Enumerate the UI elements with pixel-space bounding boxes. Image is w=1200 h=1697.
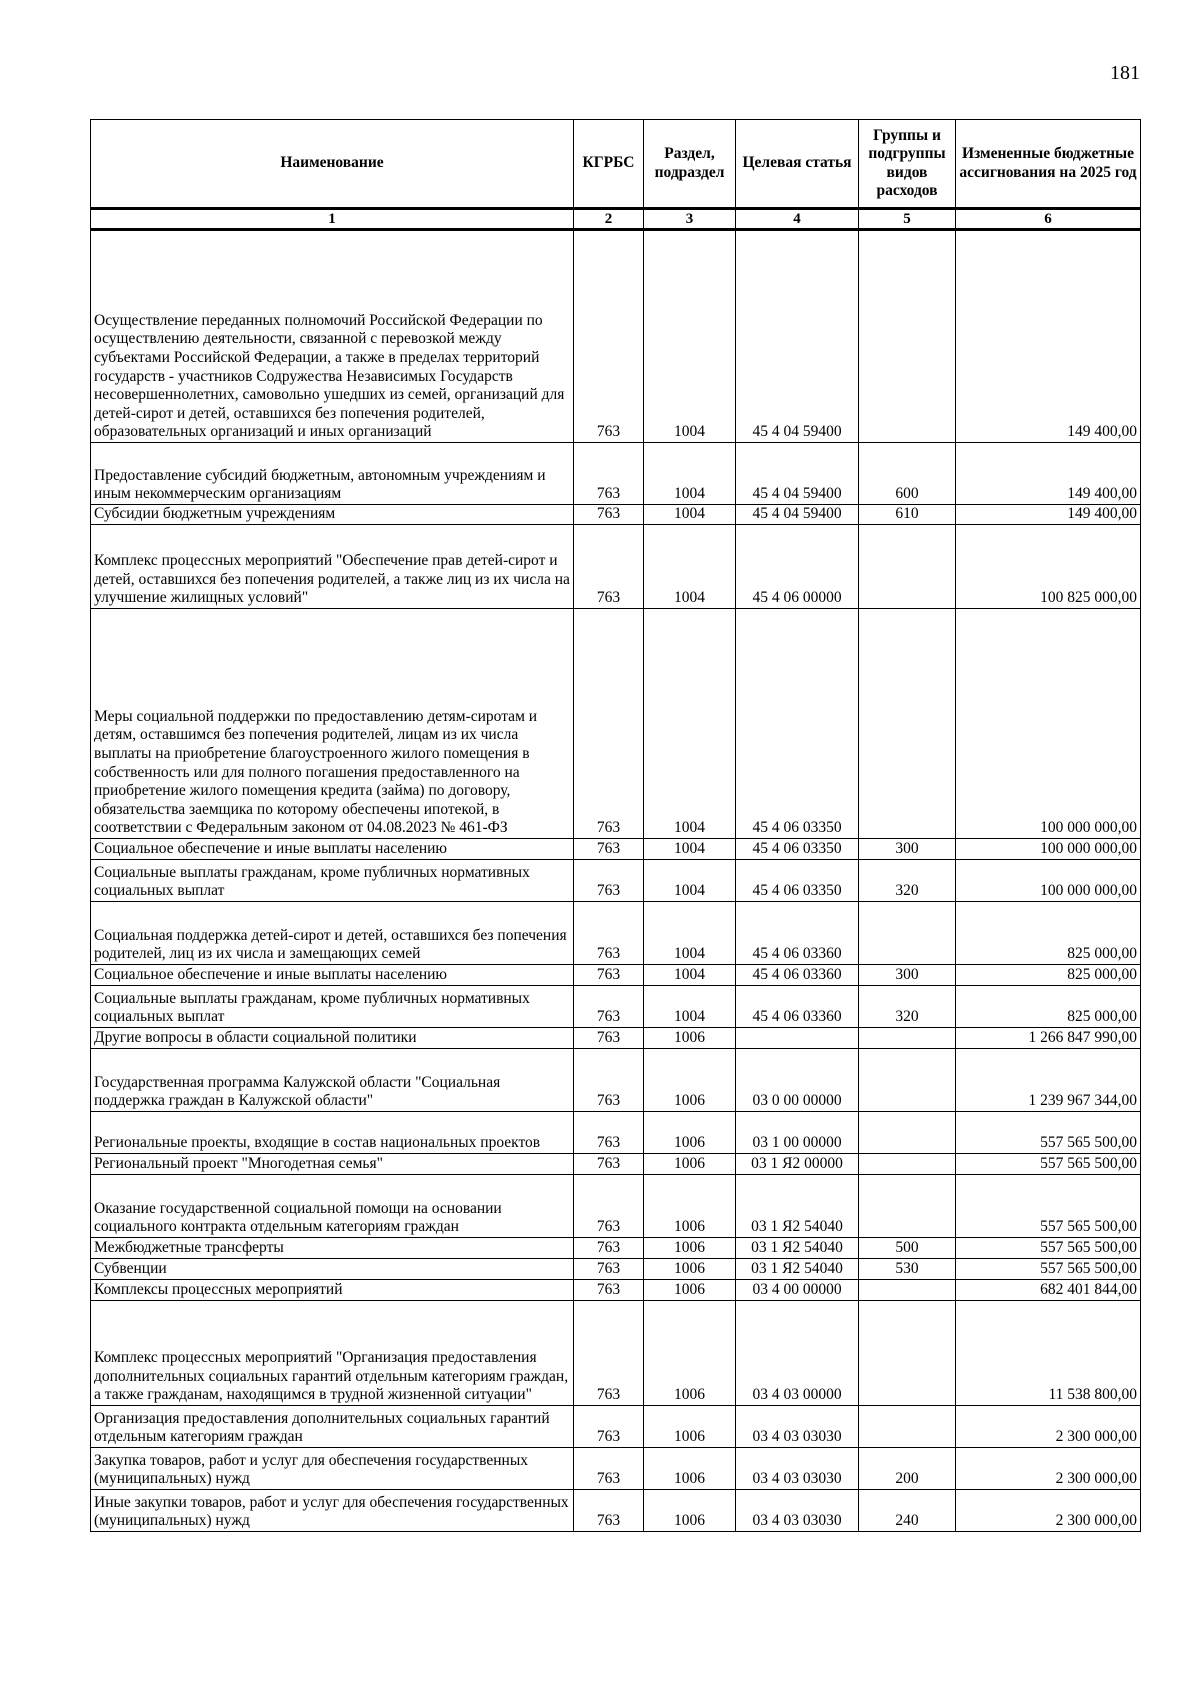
- row-razdel: 1006: [644, 1280, 736, 1301]
- row-group: 320: [859, 860, 956, 902]
- row-group: 320: [859, 986, 956, 1028]
- row-article: 45 4 06 03360: [736, 965, 859, 986]
- row-name: Комплексы процессных мероприятий: [91, 1280, 574, 1301]
- row-amount: 557 565 500,00: [956, 1154, 1141, 1175]
- row-article: 03 4 03 03030: [736, 1448, 859, 1490]
- column-number: 3: [644, 209, 736, 230]
- table-row: [91, 860, 1141, 902]
- row-amount: 149 400,00: [956, 505, 1141, 525]
- table-row: [91, 965, 1141, 986]
- row-name: Предоставление субсидий бюджетным, автономным учреждениям и иным некоммерческим организациям: [91, 443, 574, 505]
- column-header-article: Целевая статья: [736, 120, 859, 209]
- table-row: [91, 1259, 1141, 1280]
- row-group: 610: [859, 505, 956, 525]
- column-header-razdel: Раздел, подраздел: [644, 120, 736, 209]
- row-amount: 2 300 000,00: [956, 1448, 1141, 1490]
- table-row: [91, 902, 1141, 965]
- row-group: [859, 1028, 956, 1049]
- page-number: 181: [1110, 62, 1140, 84]
- row-name: Закупка товаров, работ и услуг для обеспечения государственных (муниципальных) нужд: [91, 1448, 574, 1490]
- row-article: 45 4 04 59400: [736, 230, 859, 443]
- table-row: [91, 230, 1141, 443]
- row-group: [859, 230, 956, 443]
- row-article: 45 4 04 59400: [736, 505, 859, 525]
- table-row: [91, 1175, 1141, 1238]
- row-article: 45 4 06 00000: [736, 525, 859, 609]
- row-amount: 2 300 000,00: [956, 1490, 1141, 1532]
- row-name: Социальные выплаты гражданам, кроме публичных нормативных социальных выплат: [91, 986, 574, 1028]
- table-row: [91, 443, 1141, 505]
- row-razdel: 1006: [644, 1259, 736, 1280]
- column-number: 2: [574, 209, 644, 230]
- row-razdel: 1006: [644, 1175, 736, 1238]
- row-kgrbs: 763: [574, 1301, 644, 1406]
- row-article: 03 0 00 00000: [736, 1049, 859, 1112]
- row-amount: 825 000,00: [956, 902, 1141, 965]
- row-amount: 1 266 847 990,00: [956, 1028, 1141, 1049]
- column-number: 5: [859, 209, 956, 230]
- table-row: [91, 1448, 1141, 1490]
- table-row: [91, 1280, 1141, 1301]
- row-razdel: 1004: [644, 525, 736, 609]
- row-kgrbs: 763: [574, 1238, 644, 1259]
- row-razdel: 1006: [644, 1154, 736, 1175]
- row-amount: 557 565 500,00: [956, 1112, 1141, 1154]
- row-amount: 2 300 000,00: [956, 1406, 1141, 1448]
- row-name: Социальное обеспечение и иные выплаты населению: [91, 839, 574, 860]
- row-group: 600: [859, 443, 956, 505]
- row-name: Осуществление переданных полномочий Российской Федерации по осуществлению деятельности, связанной с перевозкой между субъектами Российской Федерации, а также в пределах территорий государств - участников Содружества Независимых Государств несовершеннолетних, самовольно ушедших из семей, организаций для детей-сирот и детей, оставшихся без попечения родителей, образовательных организаций и иных организаций: [91, 230, 574, 443]
- row-name: Оказание государственной социальной помощи на основании социального контракта отдельным категориям граждан: [91, 1175, 574, 1238]
- row-kgrbs: 763: [574, 1049, 644, 1112]
- row-group: [859, 1301, 956, 1406]
- row-article: 03 4 00 00000: [736, 1280, 859, 1301]
- row-amount: 100 000 000,00: [956, 839, 1141, 860]
- row-amount: 100 000 000,00: [956, 609, 1141, 839]
- table-row: [91, 1154, 1141, 1175]
- row-kgrbs: 763: [574, 839, 644, 860]
- row-group: [859, 1154, 956, 1175]
- row-razdel: 1004: [644, 443, 736, 505]
- table-row: [91, 1049, 1141, 1112]
- table-row: [91, 839, 1141, 860]
- row-name: Региональные проекты, входящие в состав национальных проектов: [91, 1112, 574, 1154]
- column-header-kgrbs: КГРБС: [574, 120, 644, 209]
- row-name: Меры социальной поддержки по предоставлению детям-сиротам и детям, оставшимся без попечения родителей, лицам из их числа выплаты на приобретение благоустроенного жилого помещения в собственность или для полного погашения предоставленного на приобретение жилого помещения кредита (займа) по договору, обязательства заемщика по которому обеспечены ипотекой, в соответствии с Федеральным законом от 04.08.2023 № 461-ФЗ: [91, 609, 574, 839]
- row-razdel: 1006: [644, 1112, 736, 1154]
- row-article: 03 4 03 03030: [736, 1406, 859, 1448]
- row-kgrbs: 763: [574, 1490, 644, 1532]
- column-number: 1: [91, 209, 574, 230]
- row-razdel: 1004: [644, 860, 736, 902]
- row-kgrbs: 763: [574, 902, 644, 965]
- table-row: [91, 1490, 1141, 1532]
- row-group: [859, 1406, 956, 1448]
- row-article: 03 1 00 00000: [736, 1112, 859, 1154]
- row-amount: 825 000,00: [956, 986, 1141, 1028]
- row-amount: 557 565 500,00: [956, 1238, 1141, 1259]
- row-kgrbs: 763: [574, 986, 644, 1028]
- row-kgrbs: 763: [574, 1175, 644, 1238]
- row-kgrbs: 763: [574, 1448, 644, 1490]
- row-amount: 149 400,00: [956, 443, 1141, 505]
- row-article: 45 4 06 03350: [736, 839, 859, 860]
- row-kgrbs: 763: [574, 1028, 644, 1049]
- row-article: 45 4 04 59400: [736, 443, 859, 505]
- row-amount: 557 565 500,00: [956, 1175, 1141, 1238]
- row-razdel: 1006: [644, 1028, 736, 1049]
- column-header-name: Наименование: [91, 120, 574, 209]
- row-razdel: 1004: [644, 609, 736, 839]
- row-amount: 100 825 000,00: [956, 525, 1141, 609]
- column-number: 6: [956, 209, 1141, 230]
- row-group: [859, 1280, 956, 1301]
- row-kgrbs: 763: [574, 525, 644, 609]
- row-article: 45 4 06 03350: [736, 860, 859, 902]
- row-name: Субвенции: [91, 1259, 574, 1280]
- row-kgrbs: 763: [574, 443, 644, 505]
- row-razdel: 1004: [644, 505, 736, 525]
- row-kgrbs: 763: [574, 609, 644, 839]
- column-number: 4: [736, 209, 859, 230]
- row-kgrbs: 763: [574, 1406, 644, 1448]
- row-article: [736, 1028, 859, 1049]
- row-name: Государственная программа Калужской области "Социальная поддержка граждан в Калужской области": [91, 1049, 574, 1112]
- row-name: Социальные выплаты гражданам, кроме публичных нормативных социальных выплат: [91, 860, 574, 902]
- row-name: Социальная поддержка детей-сирот и детей, оставшихся без попечения родителей, лиц из их числа и замещающих семей: [91, 902, 574, 965]
- row-razdel: 1006: [644, 1448, 736, 1490]
- row-name: Иные закупки товаров, работ и услуг для обеспечения государственных (муниципальных) нужд: [91, 1490, 574, 1532]
- column-number-row: [91, 209, 1141, 230]
- column-header-group: Группы и подгруппы видов расходов: [859, 120, 956, 209]
- row-amount: 682 401 844,00: [956, 1280, 1141, 1301]
- row-name: Региональный проект "Многодетная семья": [91, 1154, 574, 1175]
- row-group: [859, 609, 956, 839]
- row-razdel: 1004: [644, 839, 736, 860]
- column-header-amount: Измененные бюджетные ассигнования на 2025 год: [956, 120, 1141, 209]
- row-name: Организация предоставления дополнительных социальных гарантий отдельным категориям граждан: [91, 1406, 574, 1448]
- row-razdel: 1006: [644, 1490, 736, 1532]
- row-article: 03 1 Я2 54040: [736, 1175, 859, 1238]
- row-razdel: 1004: [644, 986, 736, 1028]
- budget-table: [90, 119, 1141, 1532]
- row-razdel: 1006: [644, 1049, 736, 1112]
- row-kgrbs: 763: [574, 1154, 644, 1175]
- table-row: [91, 1028, 1141, 1049]
- table-row: [91, 505, 1141, 525]
- row-article: 03 4 03 00000: [736, 1301, 859, 1406]
- row-group: [859, 525, 956, 609]
- row-group: [859, 1175, 956, 1238]
- row-razdel: 1006: [644, 1301, 736, 1406]
- row-razdel: 1004: [644, 965, 736, 986]
- row-article: 03 1 Я2 54040: [736, 1238, 859, 1259]
- row-amount: 11 538 800,00: [956, 1301, 1141, 1406]
- row-group: 300: [859, 839, 956, 860]
- row-article: 45 4 06 03350: [736, 609, 859, 839]
- row-kgrbs: 763: [574, 1259, 644, 1280]
- row-amount: 149 400,00: [956, 230, 1141, 443]
- row-article: 03 1 Я2 00000: [736, 1154, 859, 1175]
- row-article: 45 4 06 03360: [736, 986, 859, 1028]
- row-group: [859, 902, 956, 965]
- row-group: 300: [859, 965, 956, 986]
- row-razdel: 1006: [644, 1406, 736, 1448]
- table-row: [91, 986, 1141, 1028]
- row-name: Субсидии бюджетным учреждениям: [91, 505, 574, 525]
- row-razdel: 1004: [644, 902, 736, 965]
- table-row: [91, 1301, 1141, 1406]
- row-name: Межбюджетные трансферты: [91, 1238, 574, 1259]
- row-kgrbs: 763: [574, 860, 644, 902]
- row-razdel: 1006: [644, 1238, 736, 1259]
- table-row: [91, 609, 1141, 839]
- row-name: Комплекс процессных мероприятий "Обеспечение прав детей-сирот и детей, оставшихся без попечения родителей, а также лиц из их числа на улучшение жилищных условий": [91, 525, 574, 609]
- row-group: 200: [859, 1448, 956, 1490]
- row-group: [859, 1112, 956, 1154]
- header-row: [91, 120, 1141, 209]
- row-name: Социальное обеспечение и иные выплаты населению: [91, 965, 574, 986]
- row-kgrbs: 763: [574, 965, 644, 986]
- table-row: [91, 1238, 1141, 1259]
- row-amount: 1 239 967 344,00: [956, 1049, 1141, 1112]
- row-group: 500: [859, 1238, 956, 1259]
- row-article: 03 4 03 03030: [736, 1490, 859, 1532]
- row-razdel: 1004: [644, 230, 736, 443]
- table-row: [91, 1406, 1141, 1448]
- row-group: 530: [859, 1259, 956, 1280]
- table-row: [91, 525, 1141, 609]
- row-kgrbs: 763: [574, 230, 644, 443]
- row-amount: 557 565 500,00: [956, 1259, 1141, 1280]
- row-kgrbs: 763: [574, 1112, 644, 1154]
- table-row: [91, 1112, 1141, 1154]
- row-group: [859, 1049, 956, 1112]
- row-article: 45 4 06 03360: [736, 902, 859, 965]
- row-kgrbs: 763: [574, 505, 644, 525]
- row-group: 240: [859, 1490, 956, 1532]
- row-name: Комплекс процессных мероприятий "Организация предоставления дополнительных социальных гарантий отдельным категориям граждан, а также гражданам, находящимся в трудной жизненной ситуации": [91, 1301, 574, 1406]
- row-kgrbs: 763: [574, 1280, 644, 1301]
- row-amount: 825 000,00: [956, 965, 1141, 986]
- row-amount: 100 000 000,00: [956, 860, 1141, 902]
- row-name: Другие вопросы в области социальной политики: [91, 1028, 574, 1049]
- row-article: 03 1 Я2 54040: [736, 1259, 859, 1280]
